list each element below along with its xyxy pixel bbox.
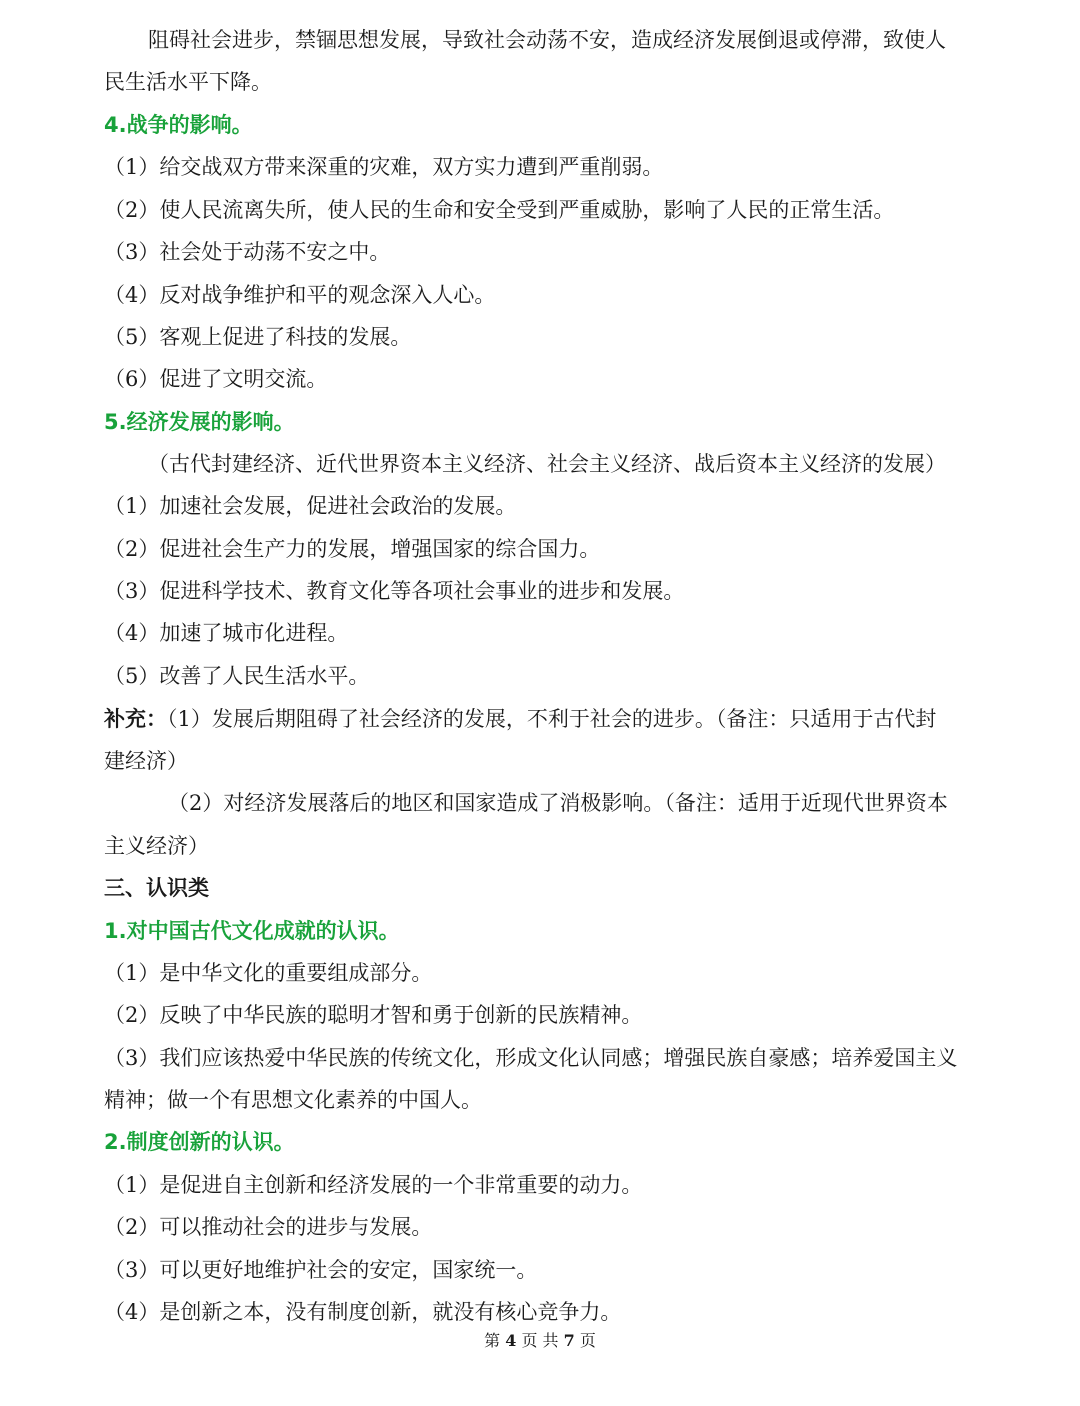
list-item: （2）反映了中华民族的聪明才智和勇于创新的民族精神。 bbox=[104, 1003, 643, 1027]
supplement-text: （1）发展后期阻碍了社会经济的发展，不利于社会的进步。（备注：只适用于古代封 bbox=[167, 707, 937, 731]
paragraph-line: 建经济） bbox=[104, 749, 188, 773]
footer-text: 共 bbox=[542, 1331, 559, 1350]
supplement-line bbox=[104, 704, 936, 734]
heading-economy-impact: 5.经济发展的影响。 bbox=[104, 410, 295, 434]
list-item: （1）加速社会发展，促进社会政治的发展。 bbox=[104, 494, 517, 518]
list-item: （2）促进社会生产力的发展，增强国家的综合国力。 bbox=[104, 537, 601, 561]
list-item: （5）改善了人民生活水平。 bbox=[104, 664, 370, 688]
list-item: （1）给交战双方带来深重的灾难，双方实力遭到严重削弱。 bbox=[104, 155, 664, 179]
list-item: （2）使人民流离失所，使人民的生命和安全受到严重威胁，影响了人民的正常生活。 bbox=[104, 198, 895, 222]
paragraph-line: 主义经济） bbox=[104, 834, 209, 858]
paragraph-line: 民生活水平下降。 bbox=[104, 70, 272, 94]
list-item: （4）反对战争维护和平的观念深入人心。 bbox=[104, 283, 496, 307]
list-item: （2）可以推动社会的进步与发展。 bbox=[104, 1215, 433, 1239]
footer-text: 页 bbox=[521, 1331, 538, 1350]
list-item: （1）是促进自主创新和经济发展的一个非常重要的动力。 bbox=[104, 1173, 643, 1197]
current-page-number: 4 bbox=[505, 1331, 517, 1350]
supplement-label: 补充： bbox=[104, 707, 167, 731]
footer-text: 页 bbox=[579, 1331, 596, 1350]
list-item: （4）是创新之本，没有制度创新，就没有核心竞争力。 bbox=[104, 1300, 622, 1324]
list-item: （1）是中华文化的重要组成部分。 bbox=[104, 961, 433, 985]
list-item: （3）我们应该热爱中华民族的传统文化，形成文化认同感；增强民族自豪感；培养爱国主义 bbox=[104, 1046, 958, 1070]
list-item: （3）可以更好地维护社会的安定，国家统一。 bbox=[104, 1258, 538, 1282]
section-title: 三、认识类 bbox=[104, 876, 209, 900]
list-item: （3）促进科学技术、教育文化等各项社会事业的进步和发展。 bbox=[104, 579, 685, 603]
paragraph-line: 阻碍社会进步，禁锢思想发展，导致社会动荡不安，造成经济发展倒退或停滞，致使人 bbox=[148, 28, 946, 52]
footer-text: 第 bbox=[484, 1331, 501, 1350]
heading-institutional-innovation: 2.制度创新的认识。 bbox=[104, 1130, 295, 1154]
list-item: （3）社会处于动荡不安之中。 bbox=[104, 240, 391, 264]
paragraph-line: 精神；做一个有思想文化素养的中国人。 bbox=[104, 1088, 482, 1112]
paragraph-line: （2）对经济发展落后的地区和国家造成了消极影响。（备注：适用于近现代世界资本 bbox=[168, 791, 948, 815]
total-page-count: 7 bbox=[563, 1331, 575, 1350]
scope-note: （古代封建经济、近代世界资本主义经济、社会主义经济、战后资本主义经济的发展） bbox=[148, 452, 946, 476]
page-footer bbox=[0, 1331, 1080, 1351]
list-item: （6）促进了文明交流。 bbox=[104, 367, 328, 391]
list-item: （4）加速了城市化进程。 bbox=[104, 621, 349, 645]
list-item: （5）客观上促进了科技的发展。 bbox=[104, 325, 412, 349]
heading-war-impact: 4.战争的影响。 bbox=[104, 113, 253, 137]
heading-ancient-culture: 1.对中国古代文化成就的认识。 bbox=[104, 919, 400, 943]
